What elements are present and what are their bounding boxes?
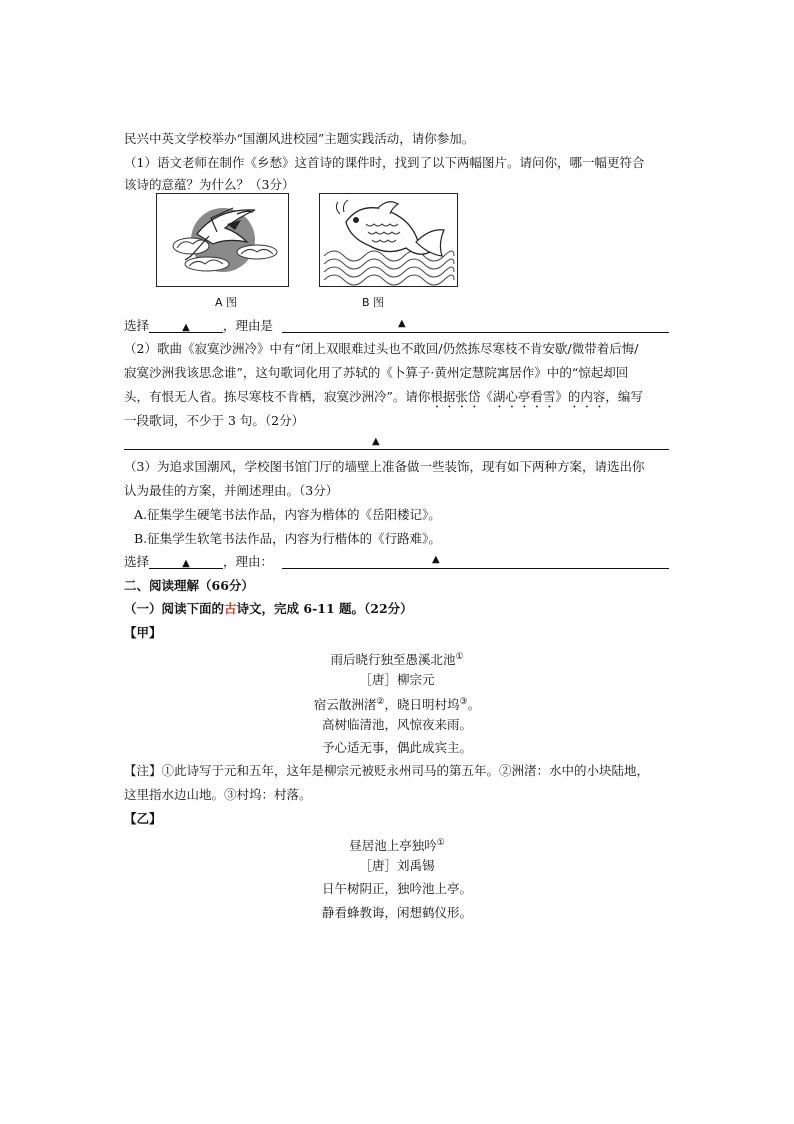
q3-line-1: （3）为追求国潮风，学校图书馆门厅的墙壁上准备做一些装饰，现有如下两种方案，请选出你	[124, 459, 645, 474]
q1-answer-line	[124, 317, 273, 335]
poem-yi-title-text: 昼居池上亭独吟	[349, 838, 437, 854]
crane-clouds-moon-icon	[157, 194, 288, 286]
q3-reason-marker: ▲	[432, 554, 440, 565]
q1-line-1: （1）语文老师在制作《乡愁》这首诗的课件时，找到了以下两幅图片。请问你，哪一幅更符合	[124, 155, 645, 170]
poem-jia-line-1	[0, 693, 794, 714]
carp-waves-icon	[320, 194, 457, 286]
q2-answer-blank[interactable]	[124, 449, 669, 450]
q1-choice-blank[interactable]	[149, 317, 223, 333]
q3-option-b: B.征集学生软笔书法作品，内容为行楷体的《行路难》。	[134, 531, 441, 546]
q2-line-3-emphasis: 根据张岱《湖心亭看雪》的内容	[430, 389, 606, 404]
caption-a: A 图	[215, 296, 238, 309]
q1-line-2: 该诗的意蕴？为什么？（3分）	[124, 177, 295, 192]
caption-b: B 图	[362, 296, 385, 309]
poem-jia-line-2: 高树临清池，风惊夜来雨。	[321, 717, 472, 732]
blank-marker: ▲	[182, 322, 190, 333]
footnote-marker: ③	[459, 697, 468, 707]
poem-jia-title	[0, 648, 794, 669]
q3-choice-blank[interactable]	[149, 553, 223, 569]
poem-yi-author: ［唐］刘禹锡	[359, 858, 435, 873]
verse-part: 。	[467, 697, 481, 713]
q2-line-1: （2）歌曲《寂寞沙洲冷》中有“闭上双眼难过头也不敢回/仍然拣尽寒枝不肯安歇/微带着后悔/	[124, 341, 639, 356]
q3-line-2: 认为最佳的方案，并阐述理由。（3分）	[124, 483, 339, 498]
poem-jia-author: ［唐］柳宗元	[359, 672, 435, 687]
poem-yi-line-2: 静看蜂教诲，闲想鹤仪形。	[321, 905, 472, 920]
q1-answer-prefix: 选择	[124, 318, 150, 333]
q2-line-3-a: 头，有恨无人省。拣尽寒枝不肯栖，寂寞沙洲冷”。请你	[124, 389, 431, 404]
poem-yi-title	[0, 834, 794, 855]
verse-part: ，晓日明村坞	[384, 697, 460, 713]
section-2-title: 二、阅读理解（66分）	[124, 578, 254, 593]
subtitle-prefix: （一）阅读下面的	[124, 601, 225, 616]
q3-answer-prefix: 选择	[124, 554, 150, 569]
footnote-marker: ①	[436, 838, 445, 848]
footnote-marker: ①	[455, 652, 464, 662]
poem-jia-line-3: 予心适无事，偶此成宾主。	[321, 740, 472, 755]
notes-jia-line-1: 【注】①此诗写于元和五年，这年是柳宗元被贬永州司马的第五年。②洲渚：水中的小块陆地，	[124, 763, 650, 778]
image-b-carp	[319, 193, 458, 287]
q3-option-a: A.征集学生硬笔书法作品，内容为楷体的《岳阳楼记》。	[134, 507, 441, 522]
q1-reason-marker: ▲	[398, 318, 406, 329]
footnote-marker: ②	[376, 697, 385, 707]
q2-line-3	[124, 388, 643, 411]
subtitle-highlight: 古	[224, 601, 237, 616]
poem-jia-label: 【甲】	[124, 625, 162, 640]
section-2-subtitle	[124, 600, 413, 618]
q1-reason-blank[interactable]	[282, 332, 669, 333]
poem-jia-title-text: 雨后晓行独至愚溪北池	[330, 652, 456, 668]
q1-answer-mid: ，理由是	[223, 318, 274, 333]
q3-answer-line	[124, 553, 273, 571]
q2-line-3-b: ，编写	[605, 389, 643, 404]
q2-line-2: 寂寞沙洲我该思念谁”，这句歌词化用了苏轼的《卜算子·黄州定慧院寓居作》中的“惊起却回	[124, 365, 629, 380]
notes-jia-line-2: 这里指水边山地。③村坞：村落。	[124, 787, 312, 802]
poem-yi-label: 【乙】	[124, 811, 162, 826]
verse-part: 宿云散洲渚	[313, 697, 377, 713]
q2-line-4: 一段歌词，不少于 3 句。（2分）	[124, 413, 305, 428]
q3-answer-mid: ，理由：	[223, 554, 274, 569]
intro-text: 民兴中英文学校举办“国潮风进校园”主题实践活动，请你参加。	[124, 131, 475, 146]
blank-marker: ▲	[182, 558, 190, 569]
poem-yi-line-1: 日午树阴正，独吟池上亭。	[321, 881, 472, 896]
q3-reason-blank[interactable]	[282, 568, 669, 569]
q2-blank-marker: ▲	[372, 436, 380, 447]
subtitle-suffix: 诗文，完成 6-11 题。（22分）	[236, 601, 413, 616]
image-a-crane	[156, 193, 289, 287]
